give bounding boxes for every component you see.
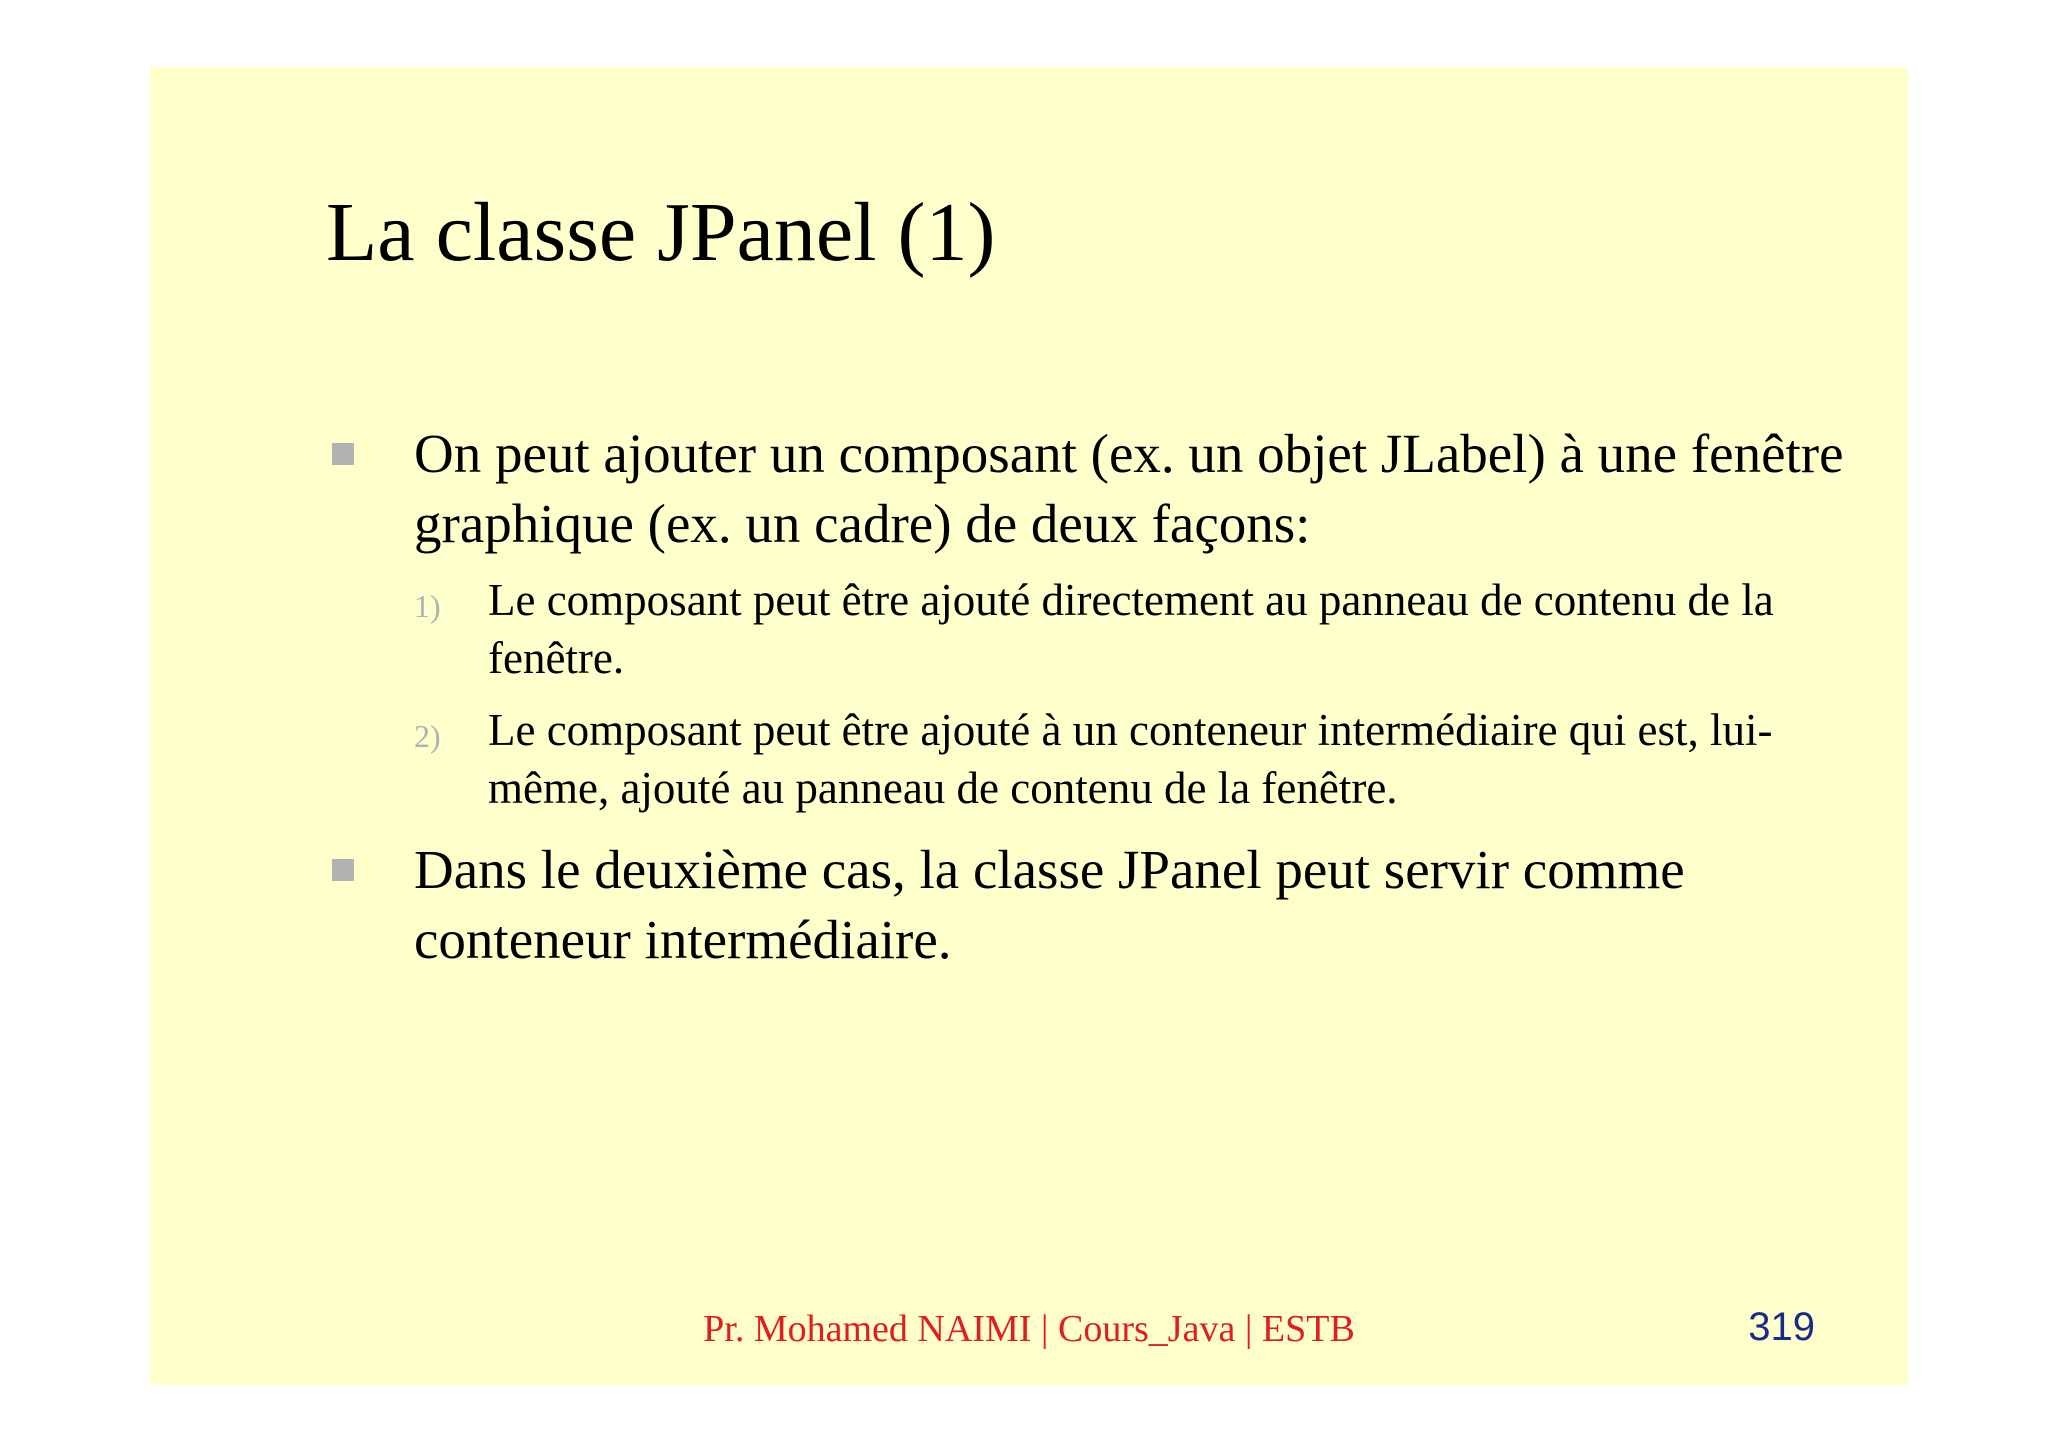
numbered-subitem (414, 701, 1846, 817)
square-bullet-icon (332, 859, 354, 881)
page-number: 319 (1748, 1305, 1815, 1349)
numbered-subitem (414, 571, 1846, 687)
subitem-number: 2) (414, 718, 441, 754)
slide (150, 67, 1908, 1385)
bullet-item (326, 419, 1846, 559)
slide-footer: Pr. Mohamed NAIMI | Cours_Java | ESTB (703, 1308, 1355, 1350)
numbered-sublist (414, 571, 1846, 817)
bullet-item (326, 835, 1846, 975)
slide-content (326, 419, 1846, 975)
bullet-text: Dans le deuxième cas, la classe JPanel peut servir comme conteneur intermédiaire. (414, 839, 1685, 970)
subitem-text: Le composant peut être ajouté directement au panneau de contenu de la fenêtre. (488, 575, 1774, 683)
subitem-text: Le composant peut être ajouté à un conteneur intermédiaire qui est, lui-même, ajouté au panneau de contenu de la fenêtre. (488, 705, 1773, 813)
bullet-text: On peut ajouter un composant (ex. un objet JLabel) à une fenêtre graphique (ex. un cadre) de deux façons: (414, 423, 1844, 554)
square-bullet-icon (332, 443, 354, 465)
subitem-number: 1) (414, 588, 441, 624)
slide-title: La classe JPanel (1) (326, 186, 996, 279)
